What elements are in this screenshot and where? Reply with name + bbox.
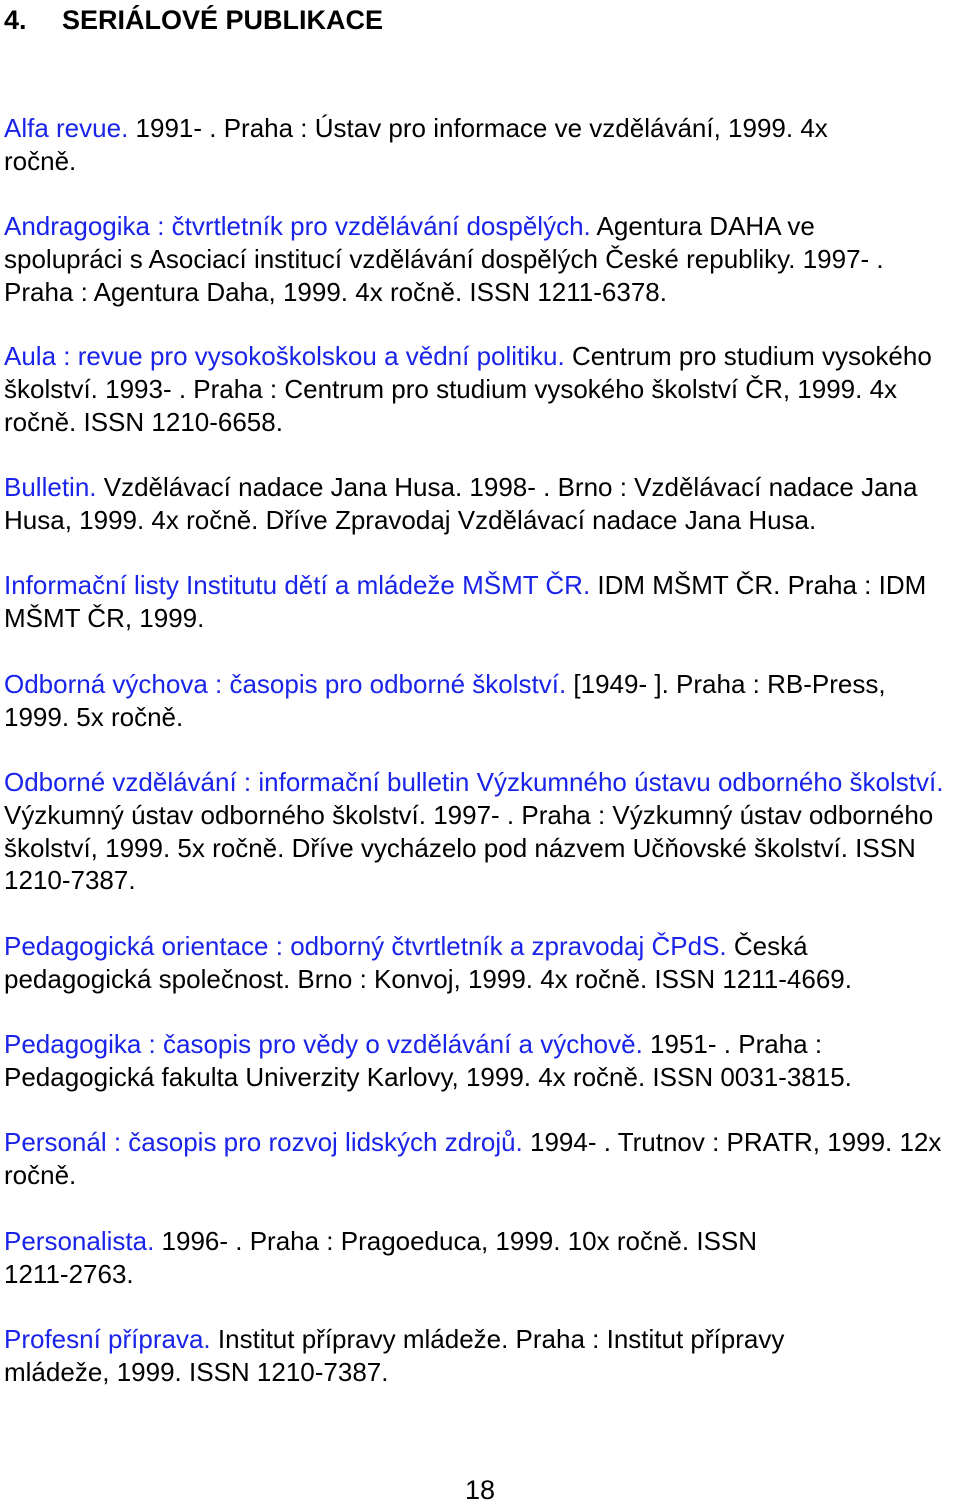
- list-item: [4, 210, 884, 308]
- list-item: [4, 668, 904, 734]
- list-item: [4, 766, 954, 897]
- entry-title: Bulletin.: [4, 472, 97, 502]
- list-item: [4, 471, 954, 537]
- entry-title: Odborné vzdělávání : informační bulletin Výzkumného ústavu odborného školství.: [4, 767, 944, 797]
- entry-title: Personalista.: [4, 1226, 155, 1256]
- list-item: [4, 1126, 954, 1192]
- list-item: [4, 112, 904, 178]
- entry-details: 1996- . Praha : Pragoeduca, 1999. 10x ročně. ISSN 1211-2763.: [4, 1226, 758, 1289]
- entry-details: [1949- ]. Praha : RB-Press, 1999. 5x ročně.: [4, 669, 886, 732]
- list-item: [4, 569, 954, 635]
- list-item: [4, 1323, 884, 1389]
- entry-details: Česká pedagogická společnost. Brno : Konvoj, 1999. 4x ročně. ISSN 1211-4669.: [4, 931, 852, 994]
- entry-details: 1994- . Trutnov : PRATR, 1999. 12x ročně.: [4, 1127, 942, 1190]
- list-item: [4, 930, 954, 996]
- entry-title: Informační listy Institutu dětí a mládeže MŠMT ČR.: [4, 570, 591, 600]
- entry-details: IDM MŠMT ČR. Praha : IDM MŠMT ČR, 1999.: [4, 570, 927, 633]
- entry-title: Pedagogická orientace : odborný čtvrtletník a zpravodaj ČPdS.: [4, 931, 727, 961]
- entry-title: Andragogika : čtvrtletník pro vzdělávání dospělých.: [4, 211, 591, 241]
- list-item: [4, 1028, 954, 1094]
- section-number: 4.: [4, 5, 27, 35]
- section-heading: [4, 3, 383, 37]
- entry-title: Aula : revue pro vysokoškolskou a vědní politiku.: [4, 341, 565, 371]
- entry-title: Personál : časopis pro rozvoj lidských zdrojů.: [4, 1127, 523, 1157]
- entry-details: Výzkumný ústav odborného školství. 1997- . Praha : Výzkumný ústav odborného školství, 1999. 5x ročně. Dříve vycházelo pod názvem Učňovské školství. ISSN 1210-7387.: [4, 799, 934, 896]
- list-item: [4, 340, 939, 438]
- entry-title: Pedagogika : časopis pro vědy o vzdělávání a výchově.: [4, 1029, 643, 1059]
- section-title: SERIÁLOVÉ PUBLIKACE: [62, 5, 384, 35]
- entry-title: Alfa revue.: [4, 113, 129, 143]
- entry-details: Centrum pro studium vysokého školství. 1993- . Praha : Centrum pro studium vysokého školství ČR, 1999. 4x ročně. ISSN 1210-6658.: [4, 341, 932, 437]
- entry-details: 1951- . Praha : Pedagogická fakulta Univerzity Karlovy, 1999. 4x ročně. ISSN 0031-3815.: [4, 1029, 852, 1092]
- entry-title: Odborná výchova : časopis pro odborné školství.: [4, 669, 567, 699]
- entry-title: Profesní příprava.: [4, 1324, 211, 1354]
- entry-details: Vzdělávací nadace Jana Husa. 1998- . Brno : Vzdělávací nadace Jana Husa, 1999. 4x ročně. Dříve Zpravodaj Vzdělávací nadace Jana Husa.: [4, 472, 918, 535]
- entry-details: 1991- . Praha : Ústav pro informace ve vzdělávání, 1999. 4x ročně.: [4, 113, 828, 176]
- entry-details: Agentura DAHA ve spolupráci s Asociací institucí vzdělávání dospělých České republiky. 1997- . Praha : Agentura Daha, 1999. 4x ročně. ISSN 1211-6378.: [4, 211, 884, 307]
- page-number: 18: [464, 1475, 496, 1505]
- list-item: [4, 1225, 774, 1291]
- entry-details: Institut přípravy mládeže. Praha : Institut přípravy mládeže, 1999. ISSN 1210-7387.: [4, 1324, 785, 1387]
